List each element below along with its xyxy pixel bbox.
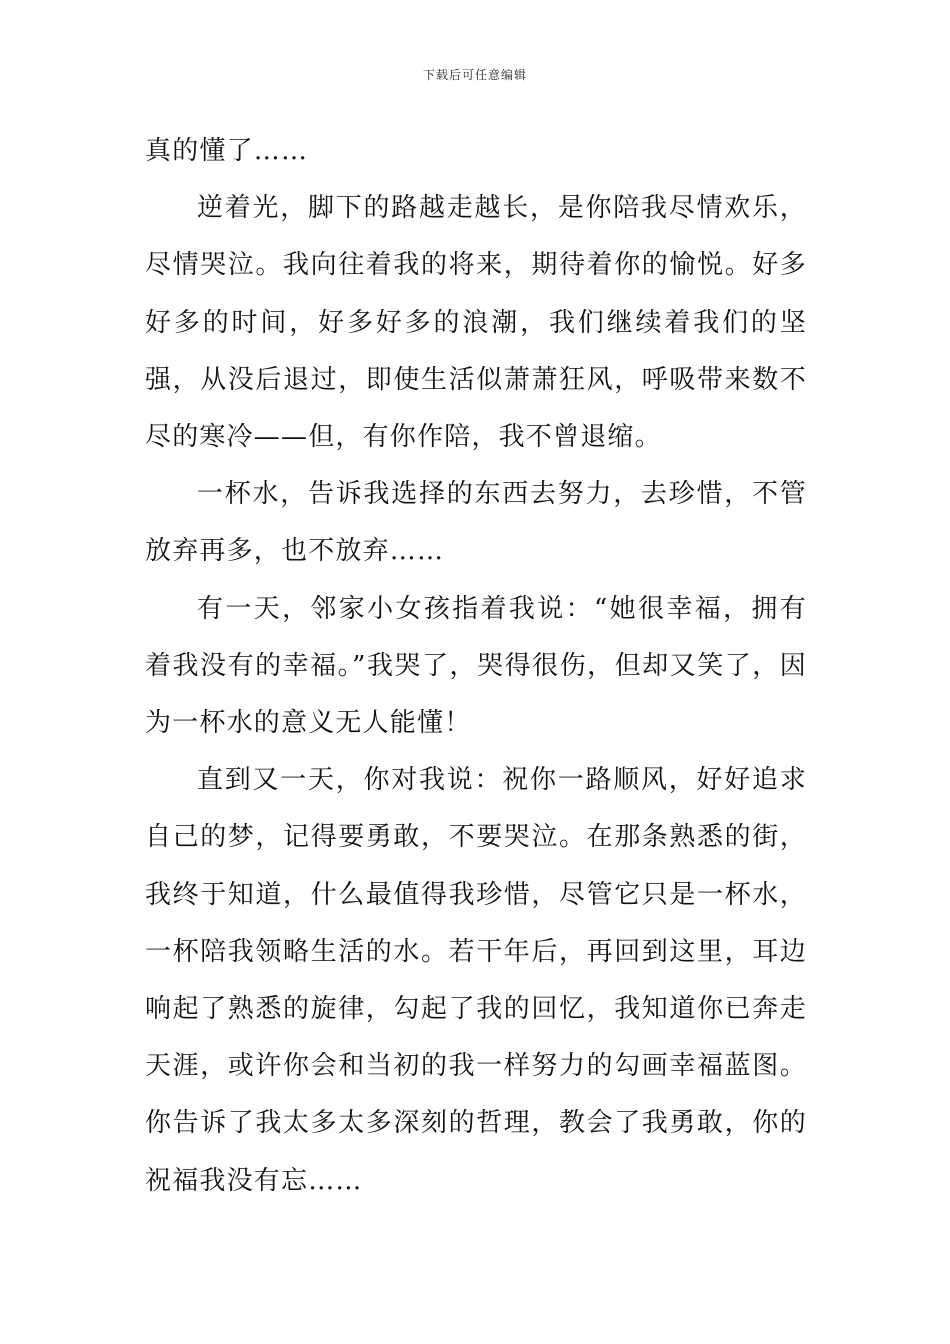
paragraph-1: 真的懂了…… [145, 136, 309, 166]
paragraph-2: 逆着光，脚下的路越走越长，是你陪我尽情欢乐，尽情哭泣。我向往着我的将来，期待着你的愉悦。好多好多的时间，好多好多的浪潮，我们继续着我们的坚强，从没后退过，即使生活似萧萧狂风，呼吸带来数不尽的寒冷——但，有你作陪，我不曾退缩。 [145, 193, 807, 453]
body-text [145, 123, 807, 1210]
paragraph-3: 一杯水，告诉我选择的东西去努力，去珍惜，不管放弃再多，也不放弃…… [145, 479, 807, 567]
page-header: 下载后可任意编辑 [422, 68, 527, 82]
paragraph-5: 直到又一天，你对我说：祝你一路顺风，好好追求自己的梦，记得要勇敢，不要哭泣。在那条熟悉的街，我终于知道，什么最值得我珍惜，尽管它只是一杯水，一杯陪我领略生活的水。若干年后，再回到这里，耳边响起了熟悉的旋律，勾起了我的回忆，我知道你已奔走天涯，或许你会和当初的我一样努力的勾画幸福蓝图。你告诉了我太多太多深刻的哲理，教会了我勇敢，你的祝福我没有忘…… [145, 765, 807, 1196]
paragraph-4: 有一天，邻家小女孩指着我说：“她很幸福，拥有着我没有的幸福。”我哭了，哭得很伤，但却又笑了，因为一杯水的意义无人能懂！ [145, 593, 807, 739]
